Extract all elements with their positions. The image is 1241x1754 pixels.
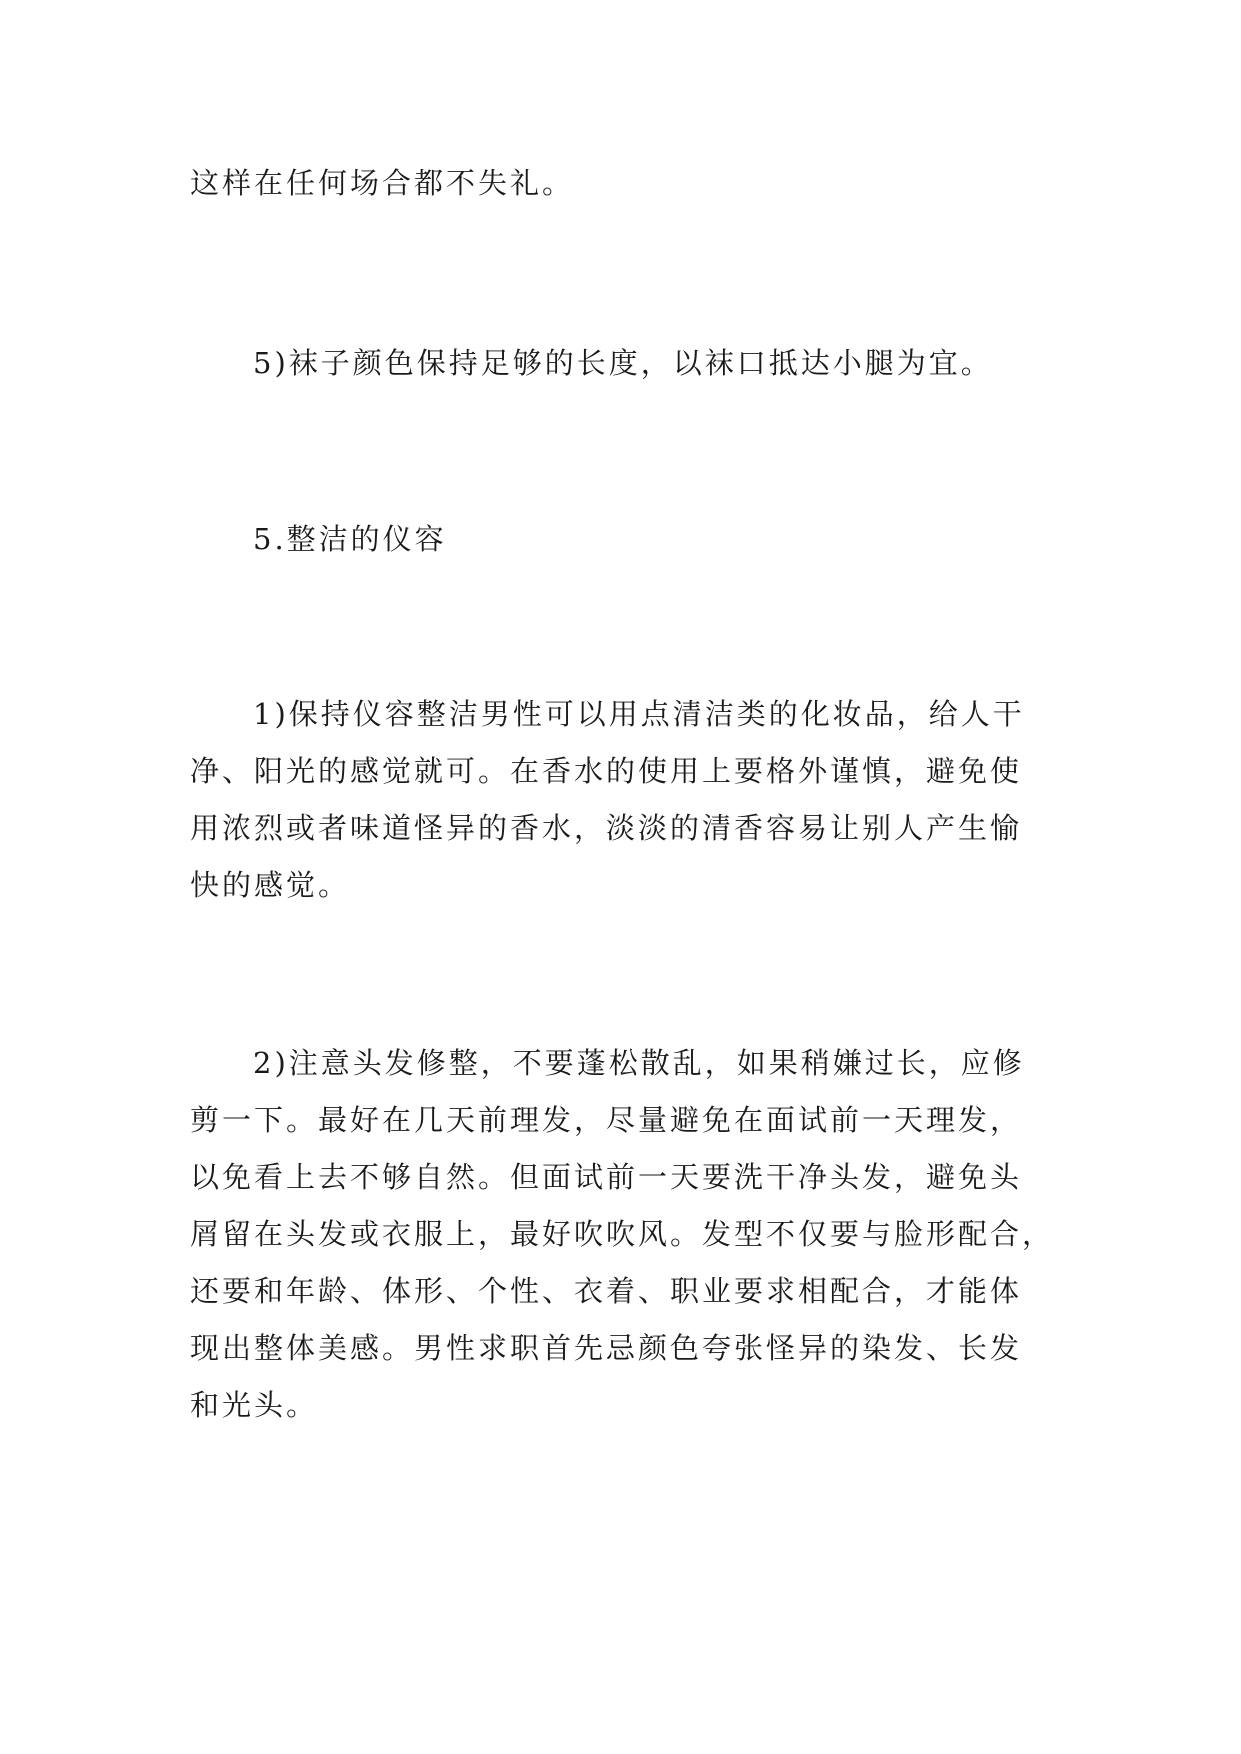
paragraph-line: 1)保持仪容整洁男性可以用点清洁类的化妆品，给人干 (253, 697, 1025, 731)
paragraph-line: 还要和年龄、体形、个性、衣着、职业要求相配合，才能体 (190, 1274, 1023, 1308)
paragraph-line: 和光头。 (190, 1388, 319, 1422)
paragraph-line: 现出整体美感。男性求职首先忌颜色夸张怪异的染发、长发 (190, 1331, 1023, 1365)
paragraph-line: 净、阳光的感觉就可。在香水的使用上要格外谨慎，避免使 (190, 754, 1023, 788)
paragraph-line: 以免看上去不够自然。但面试前一天要洗干净头发，避免头 (190, 1160, 1023, 1194)
section-heading: 5.整洁的仪容 (253, 522, 447, 556)
paragraph-line: 剪一下。最好在几天前理发，尽量避免在面试前一天理发， (190, 1103, 1023, 1137)
paragraph-line: 屑留在头发或衣服上，最好吹吹风。发型不仅要与脸形配合， (190, 1217, 1055, 1251)
paragraph-line: 用浓烈或者味道怪异的香水，淡淡的清香容易让别人产生愉 (190, 811, 1023, 845)
paragraph-line: 快的感觉。 (190, 868, 351, 902)
paragraph-line: 5)袜子颜色保持足够的长度，以袜口抵达小腿为宜。 (253, 346, 993, 380)
paragraph-line: 2)注意头发修整，不要蓬松散乱，如果稍嫌过长，应修 (253, 1046, 1025, 1080)
paragraph-line: 这样在任何场合都不失礼。 (190, 166, 575, 200)
